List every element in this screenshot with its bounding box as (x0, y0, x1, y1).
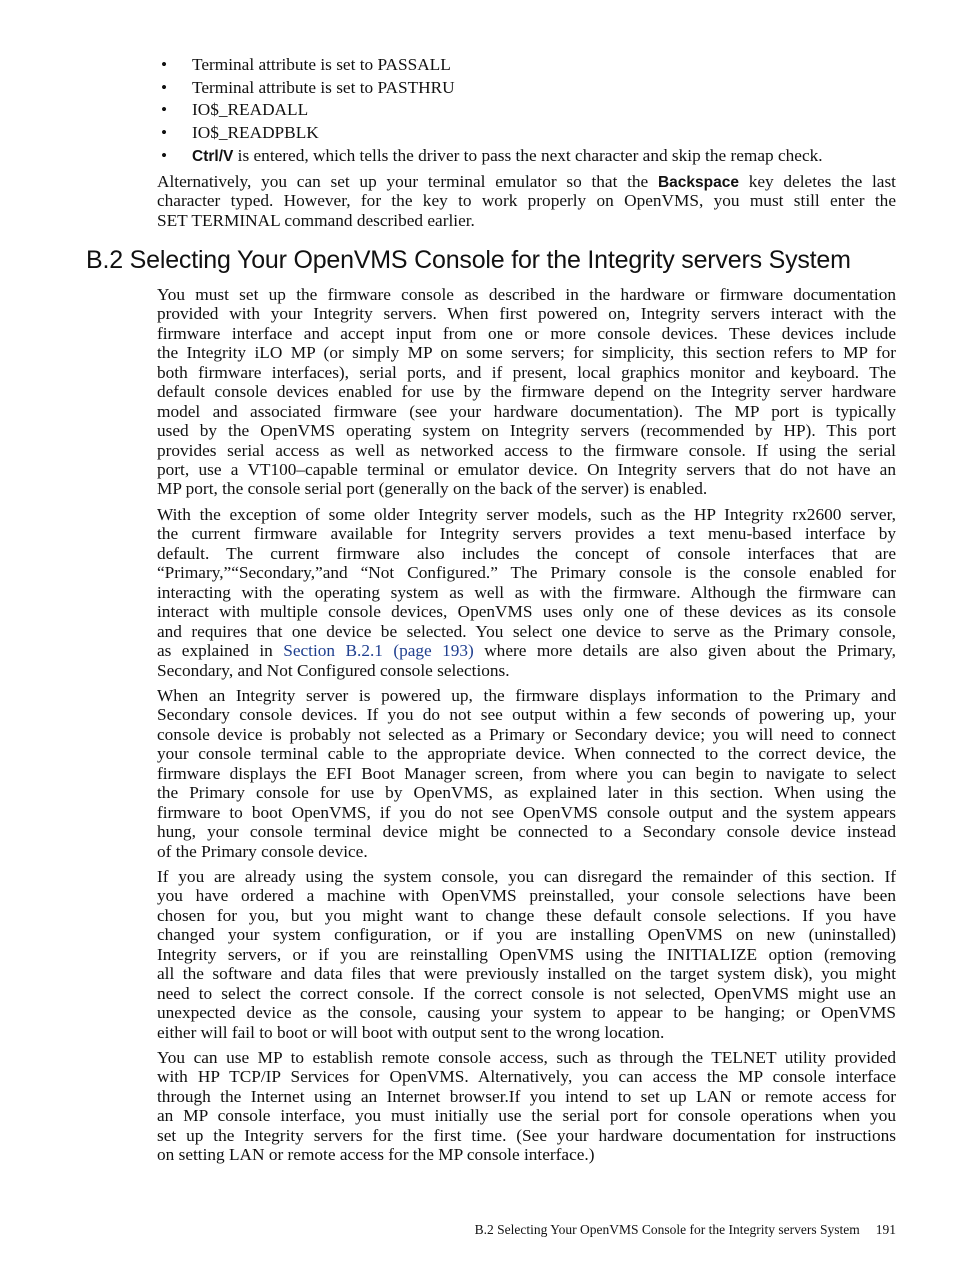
text-run: IO$_READPBLK (192, 123, 319, 142)
text-run: changed your system configuration, or if you are installing OpenVMS on new (uninstalled) (157, 925, 896, 945)
text-line (157, 211, 896, 230)
paragraph (157, 1048, 896, 1165)
text-run: on setting LAN or remote access for the MP console interface.) (157, 1145, 595, 1165)
text-line (157, 906, 896, 925)
text-line (157, 441, 896, 460)
bullet-item (161, 123, 319, 143)
text-line (157, 1048, 896, 1067)
text-line (157, 402, 896, 421)
text-line (157, 563, 896, 582)
paragraph (157, 867, 896, 1042)
text-run: firmware interface and accept input from one or more console devices. These devices include (157, 323, 896, 343)
text-run: default. The current firmware also includes the concept of console interfaces that are (157, 543, 896, 563)
text-line (157, 1003, 896, 1022)
text-run: need to select the correct console. If the correct console is not selected, OpenVMS might use an (157, 983, 896, 1003)
text-line (157, 1067, 896, 1086)
text-line (157, 822, 896, 841)
text-line (157, 641, 896, 660)
text-line (157, 705, 896, 724)
text-run: firmware displays the EFI Boot Manager screen, from where you can begin to navigate to select (157, 763, 896, 783)
text-run: default console devices enabled for use by the firmware depend on the Integrity server hardware (157, 382, 896, 402)
key-name: Backspace (657, 174, 739, 191)
text-run: hung, your console terminal device might be connected to a Secondary console device instead (157, 822, 896, 842)
text-line (157, 1087, 896, 1106)
text-line (157, 544, 896, 563)
text-run: SET TERMINAL command described earlier. (157, 210, 475, 230)
bullet-icon: • (161, 123, 168, 142)
text-line (157, 421, 896, 440)
bullet-item (161, 55, 451, 75)
text-run: chosen for you, but you might want to change these default console selections. If you have (157, 905, 896, 925)
text-run: You can use MP to establish remote console access, such as through the TELNET utility provided (157, 1048, 896, 1067)
text-run: Secondary, and Not Configured console selections. (157, 660, 510, 680)
text-line (157, 1106, 896, 1125)
intro-paragraph (157, 172, 896, 230)
text-run: an MP console interface, you must initially use the serial port for console operations when you (157, 1106, 896, 1126)
text-line (157, 602, 896, 621)
text-line (157, 984, 896, 1003)
text-line (157, 867, 896, 886)
text-run: console device is probably not selected as a Primary or Secondary device; you will need to connect (157, 724, 896, 744)
text-run: with HP TCP/IP Services for OpenVMS. Alternatively, you can access the MP console interface (157, 1067, 896, 1087)
text-run: the Integrity iLO MP (or simply MP on some servers; for simplicity, this section refers to MP for (157, 343, 896, 363)
text-line (157, 622, 896, 641)
text-run: as explained in (157, 641, 284, 661)
text-line (157, 964, 896, 983)
text-run: Secondary console devices. If you do not see output within a few seconds of powering up, your (157, 705, 896, 725)
text-line (157, 842, 896, 861)
text-line (157, 1023, 896, 1042)
text-line (157, 1145, 896, 1164)
text-run: of the Primary console device. (157, 841, 368, 861)
text-run: the Primary console for use by OpenVMS, as explained later in this section. When using the (157, 783, 896, 803)
text-line (157, 583, 896, 602)
paragraph (157, 686, 896, 861)
text-run: Terminal attribute is set to PASSALL (192, 55, 451, 74)
text-line (157, 191, 896, 210)
key-name: Ctrl/V (192, 148, 234, 165)
text-line (157, 764, 896, 783)
text-run: your console terminal cable to the appropriate device. When connected to the correct device, the (157, 744, 896, 764)
text-run: port, use a VT100–capable terminal or emulator device. On Integrity servers that do not have an (157, 459, 896, 479)
text-run: Alternatively, you can set up your terminal emulator so that the (157, 172, 658, 191)
text-line (157, 783, 896, 802)
text-line (157, 803, 896, 822)
text-run: interact with multiple console devices, OpenVMS uses only one of these devices as its console (157, 602, 896, 622)
bullet-icon: • (161, 78, 168, 97)
text-line (157, 324, 896, 343)
text-line (157, 479, 896, 498)
text-run: If you are already using the system console, you can disregard the remainder of this section. If (157, 867, 896, 886)
text-run: interacting with the operating system as well as with the firmware. Although the firmware can (157, 582, 896, 602)
bullet-item (161, 146, 823, 166)
text-run: where more details are also given about the Primary, (473, 641, 896, 661)
text-run: all the software and data files that were previously installed on the target system disk), you might (157, 964, 896, 984)
text-line (157, 925, 896, 944)
text-run: “Primary,”“Secondary,”and “Not Configured.” The Primary console is the console enabled for (157, 563, 896, 583)
text-run: Integrity servers, or if you are reinstalling OpenVMS using the INITIALIZE option (removing (157, 944, 896, 964)
text-run: When an Integrity server is powered up, the firmware displays information to the Primary and (157, 686, 896, 705)
paragraph (157, 285, 896, 499)
page-footer (475, 1222, 896, 1238)
text-run: you have ordered a machine with OpenVMS preinstalled, your console selections have been (157, 886, 896, 906)
paragraph (157, 505, 896, 680)
text-line (157, 744, 896, 763)
text-line (157, 661, 896, 680)
text-run: through the Internet using an Internet browser.If you intend to set up LAN or remote access for (157, 1086, 896, 1106)
text-run: the current firmware available for Integrity servers provides a text menu-based interface by (157, 524, 896, 544)
text-line (157, 725, 896, 744)
text-run: provided with your Integrity servers. When first powered on, Integrity servers interact with the (157, 304, 896, 324)
text-line (157, 304, 896, 323)
text-run: and requires that one device be selected. You select one device to serve as the Primary console, (157, 621, 896, 641)
text-run: key deletes the last (738, 172, 896, 191)
text-line (157, 945, 896, 964)
text-line (157, 886, 896, 905)
text-run: character typed. However, for the key to work properly on OpenVMS, you must still enter the (157, 191, 896, 211)
text-run: model and associated firmware (see your hardware documentation). The MP port is typically (157, 401, 896, 421)
bullet-icon: • (161, 100, 168, 119)
text-line (157, 1126, 896, 1145)
text-run: set up the Integrity servers for the first time. (See your hardware documentation for instructions (157, 1125, 896, 1145)
text-line (157, 686, 896, 705)
text-run: unexpected device as the console, causing your system to appear to be hanging; or OpenVMS (157, 1003, 896, 1023)
text-run: You must set up the firmware console as described in the hardware or firmware documentation (157, 285, 896, 304)
text-run: Terminal attribute is set to PASTHRU (192, 78, 455, 97)
text-run: either will fail to boot or will boot with output sent to the wrong location. (157, 1022, 665, 1042)
text-run: With the exception of some older Integrity server models, such as the HP Integrity rx2600 server, (157, 505, 896, 524)
text-run: MP port, the console serial port (generally on the back of the server) is enabled. (157, 479, 708, 499)
text-line (157, 363, 896, 382)
bullet-item (161, 78, 455, 98)
text-line (157, 343, 896, 362)
text-run: IO$_READALL (192, 100, 309, 119)
text-run: is entered, which tells the driver to pass the next character and skip the remap check. (233, 146, 823, 165)
section-link[interactable]: Section B.2.1 (page 193) (283, 641, 474, 661)
bullet-icon: • (161, 55, 168, 74)
footer-title: B.2 Selecting Your OpenVMS Console for the Integrity servers System (474, 1222, 860, 1237)
text-line (157, 285, 896, 304)
text-line (157, 172, 896, 191)
text-line (157, 460, 896, 479)
bullet-item (161, 100, 308, 120)
section-heading: B.2 Selecting Your OpenVMS Console for the Integrity servers System (86, 246, 851, 274)
text-line (157, 524, 896, 543)
bullet-icon: • (161, 146, 168, 165)
page-number: 191 (875, 1222, 896, 1237)
text-run: firmware to boot OpenVMS, if you do not see OpenVMS console output and the system appears (157, 802, 896, 822)
text-run: used by the OpenVMS operating system on Integrity servers (recommended by HP). This port (157, 421, 896, 441)
text-run: provides serial access as well as networked access to the firmware console. If using the serial (157, 440, 896, 460)
text-line (157, 505, 896, 524)
text-line (157, 382, 896, 401)
text-run: both firmware interfaces), serial ports, and if present, local graphics monitor and keyboard. The (157, 362, 896, 382)
